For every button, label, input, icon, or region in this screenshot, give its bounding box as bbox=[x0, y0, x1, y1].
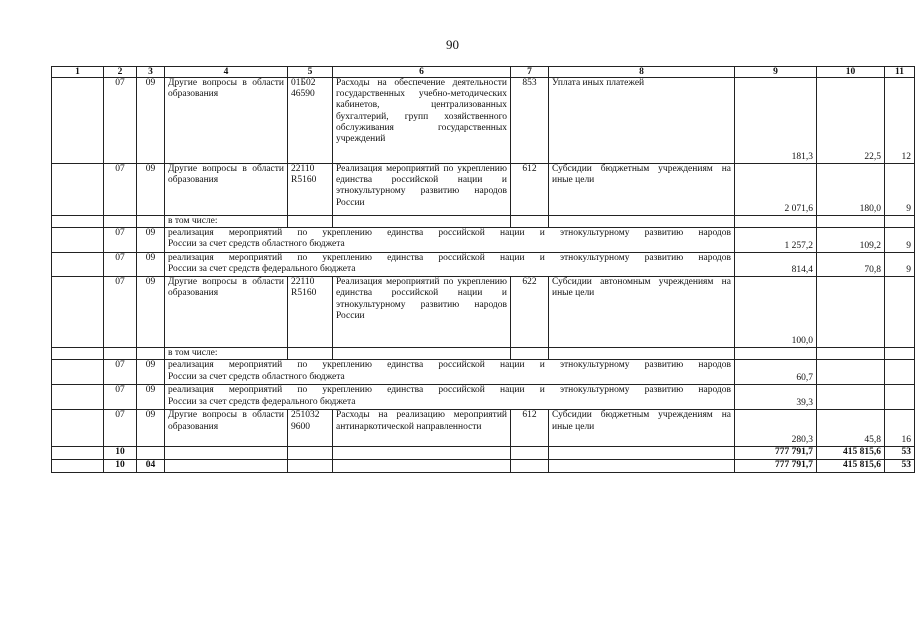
cell-col5 bbox=[288, 348, 333, 360]
section-name: Другие вопросы в области образования bbox=[165, 164, 288, 216]
cell-col7 bbox=[511, 216, 549, 228]
subsection-code: 09 bbox=[137, 253, 165, 277]
table-row bbox=[52, 459, 915, 472]
target-article-name: Реализация мероприятий по укреплению единства российской нации и этнокультурному развитию народов России bbox=[333, 277, 511, 348]
cell-col1 bbox=[52, 164, 104, 216]
expense-type-code: 622 bbox=[511, 277, 549, 348]
subsection-code: 09 bbox=[137, 277, 165, 348]
description-line-2: России за счет средств областного бюджета bbox=[168, 239, 345, 250]
including-label: в том числе: bbox=[165, 216, 288, 228]
column-header-4: 4 bbox=[165, 67, 288, 78]
section-code: 07 bbox=[104, 360, 137, 385]
section-code: 07 bbox=[104, 277, 137, 348]
column-header-3: 3 bbox=[137, 67, 165, 78]
cell-col1 bbox=[52, 277, 104, 348]
cell-col6 bbox=[333, 216, 511, 228]
amount-executed: 109,2 bbox=[817, 228, 885, 253]
cell-col8 bbox=[549, 348, 735, 360]
cell-col1 bbox=[52, 410, 104, 447]
amount-executed bbox=[817, 385, 885, 410]
description-line-1: реализация мероприятий по укреплению единства российской нации и этнокультурному развитию народов bbox=[168, 253, 731, 264]
page-number: 90 bbox=[446, 37, 459, 52]
cell-col11 bbox=[885, 216, 915, 228]
section-code: 07 bbox=[104, 78, 137, 164]
including-label: в том числе: bbox=[165, 348, 288, 360]
cell-col7 bbox=[511, 348, 549, 360]
cell-col10 bbox=[817, 348, 885, 360]
total-section-code: 10 bbox=[104, 447, 137, 459]
column-header-5: 5 bbox=[288, 67, 333, 78]
section-code: 07 bbox=[104, 410, 137, 447]
section-name: Другие вопросы в области образования bbox=[165, 410, 288, 447]
execution-percent bbox=[885, 277, 915, 348]
amount-planned: 1 257,2 bbox=[735, 228, 817, 253]
subsection-code: 09 bbox=[137, 410, 165, 447]
cell-col1 bbox=[52, 78, 104, 164]
target-article-name: Расходы на обеспечение деятельности государственных учебно-методических кабинетов, централизованных бухгалтерий, групп хозяйственного обслуживания государственных учреждений bbox=[333, 78, 511, 164]
execution-percent: 16 bbox=[885, 410, 915, 447]
table-row bbox=[52, 385, 915, 410]
description-line-1: реализация мероприятий по укреплению единства российской нации и этнокультурному развитию народов bbox=[168, 385, 731, 396]
cell-col8 bbox=[549, 459, 735, 472]
amount-planned: 814,4 bbox=[735, 253, 817, 277]
subsection-code: 09 bbox=[137, 164, 165, 216]
total-subsection-code: 04 bbox=[137, 459, 165, 472]
section-code: 07 bbox=[104, 385, 137, 410]
cell-col1 bbox=[52, 385, 104, 410]
description-line-1: реализация мероприятий по укреплению единства российской нации и этнокультурному развитию народов bbox=[168, 228, 731, 239]
cell-col6 bbox=[333, 348, 511, 360]
subsection-code: 09 bbox=[137, 360, 165, 385]
section-name: Другие вопросы в области образования bbox=[165, 78, 288, 164]
budget-table bbox=[51, 66, 915, 473]
expense-type-code: 853 bbox=[511, 78, 549, 164]
column-header-1: 1 bbox=[52, 67, 104, 78]
subsection-code: 09 bbox=[137, 385, 165, 410]
cell-col1 bbox=[52, 459, 104, 472]
expense-type-name: Субсидии бюджетным учреждениям на иные цели bbox=[549, 410, 735, 447]
amount-planned: 181,3 bbox=[735, 78, 817, 164]
cell-col6 bbox=[333, 447, 511, 459]
amount-executed bbox=[817, 277, 885, 348]
cell-col7 bbox=[511, 447, 549, 459]
amount-executed bbox=[817, 360, 885, 385]
target-article-code: 251032 9600 bbox=[288, 410, 333, 447]
total-subsection-code bbox=[137, 447, 165, 459]
table-body bbox=[52, 78, 915, 473]
expense-type-name: Субсидии автономным учреждениям на иные цели bbox=[549, 277, 735, 348]
cell-col1 bbox=[52, 216, 104, 228]
total-amount-executed: 415 815,6 bbox=[817, 447, 885, 459]
description-line-2: России за счет средств областного бюджета bbox=[168, 371, 345, 382]
column-header-9: 9 bbox=[735, 67, 817, 78]
amount-planned: 100,0 bbox=[735, 277, 817, 348]
cell-col4 bbox=[165, 447, 288, 459]
cell-col1 bbox=[52, 360, 104, 385]
execution-percent: 9 bbox=[885, 253, 915, 277]
funding-source-description bbox=[165, 385, 735, 410]
column-header-8: 8 bbox=[549, 67, 735, 78]
cell-col8 bbox=[549, 447, 735, 459]
description-line-2: России за счет средств федерального бюджета bbox=[168, 264, 356, 275]
target-article-code: 01Б02 46590 bbox=[288, 78, 333, 164]
column-header-6: 6 bbox=[333, 67, 511, 78]
target-article-code: 22110 R5160 bbox=[288, 164, 333, 216]
target-article-code: 22110 R5160 bbox=[288, 277, 333, 348]
column-header-10: 10 bbox=[817, 67, 885, 78]
total-execution-percent: 53 bbox=[885, 447, 915, 459]
column-header-7: 7 bbox=[511, 67, 549, 78]
total-amount-planned: 777 791,7 bbox=[735, 447, 817, 459]
cell-col9 bbox=[735, 348, 817, 360]
total-section-code: 10 bbox=[104, 459, 137, 472]
section-code: 07 bbox=[104, 228, 137, 253]
table-row bbox=[52, 78, 915, 164]
cell-col5 bbox=[288, 459, 333, 472]
cell-col3 bbox=[137, 348, 165, 360]
expense-type-name: Субсидии бюджетным учреждениям на иные цели bbox=[549, 164, 735, 216]
amount-planned: 2 071,6 bbox=[735, 164, 817, 216]
section-code: 07 bbox=[104, 253, 137, 277]
execution-percent: 9 bbox=[885, 228, 915, 253]
description-line-2: России за счет средств федерального бюджета bbox=[168, 396, 356, 407]
execution-percent: 9 bbox=[885, 164, 915, 216]
funding-source-description bbox=[165, 228, 735, 253]
table-row bbox=[52, 447, 915, 459]
table-row bbox=[52, 277, 915, 348]
subsection-code: 09 bbox=[137, 78, 165, 164]
cell-col5 bbox=[288, 447, 333, 459]
amount-executed: 70,8 bbox=[817, 253, 885, 277]
description-line-1: реализация мероприятий по укреплению единства российской нации и этнокультурному развитию народов bbox=[168, 360, 731, 371]
cell-col8 bbox=[549, 216, 735, 228]
cell-col4 bbox=[165, 459, 288, 472]
amount-executed: 180,0 bbox=[817, 164, 885, 216]
execution-percent bbox=[885, 360, 915, 385]
expense-type-code: 612 bbox=[511, 164, 549, 216]
cell-col11 bbox=[885, 348, 915, 360]
total-amount-executed: 415 815,6 bbox=[817, 459, 885, 472]
table-row bbox=[52, 216, 915, 228]
section-code: 07 bbox=[104, 164, 137, 216]
table-row bbox=[52, 228, 915, 253]
table-row bbox=[52, 348, 915, 360]
cell-col5 bbox=[288, 216, 333, 228]
cell-col2 bbox=[104, 216, 137, 228]
target-article-name: Расходы на реализацию мероприятий антинаркотической направленности bbox=[333, 410, 511, 447]
section-name: Другие вопросы в области образования bbox=[165, 277, 288, 348]
cell-col1 bbox=[52, 228, 104, 253]
expense-type-code: 612 bbox=[511, 410, 549, 447]
amount-executed: 45,8 bbox=[817, 410, 885, 447]
cell-col6 bbox=[333, 459, 511, 472]
cell-col10 bbox=[817, 216, 885, 228]
expense-type-name: Уплата иных платежей bbox=[549, 78, 735, 164]
amount-planned: 39,3 bbox=[735, 385, 817, 410]
amount-executed: 22,5 bbox=[817, 78, 885, 164]
table-row bbox=[52, 164, 915, 216]
table-row bbox=[52, 410, 915, 447]
cell-col1 bbox=[52, 253, 104, 277]
column-header-2: 2 bbox=[104, 67, 137, 78]
cell-col7 bbox=[511, 459, 549, 472]
header-row bbox=[52, 67, 915, 78]
table-row bbox=[52, 253, 915, 277]
cell-col1 bbox=[52, 348, 104, 360]
amount-planned: 60,7 bbox=[735, 360, 817, 385]
funding-source-description bbox=[165, 253, 735, 277]
cell-col9 bbox=[735, 216, 817, 228]
total-amount-planned: 777 791,7 bbox=[735, 459, 817, 472]
cell-col1 bbox=[52, 447, 104, 459]
column-header-11: 11 bbox=[885, 67, 915, 78]
total-execution-percent: 53 bbox=[885, 459, 915, 472]
execution-percent: 12 bbox=[885, 78, 915, 164]
table-row bbox=[52, 360, 915, 385]
execution-percent bbox=[885, 385, 915, 410]
funding-source-description bbox=[165, 360, 735, 385]
cell-col2 bbox=[104, 348, 137, 360]
amount-planned: 280,3 bbox=[735, 410, 817, 447]
cell-col3 bbox=[137, 216, 165, 228]
subsection-code: 09 bbox=[137, 228, 165, 253]
target-article-name: Реализация мероприятий по укреплению единства российской нации и этнокультурному развитию народов России bbox=[333, 164, 511, 216]
